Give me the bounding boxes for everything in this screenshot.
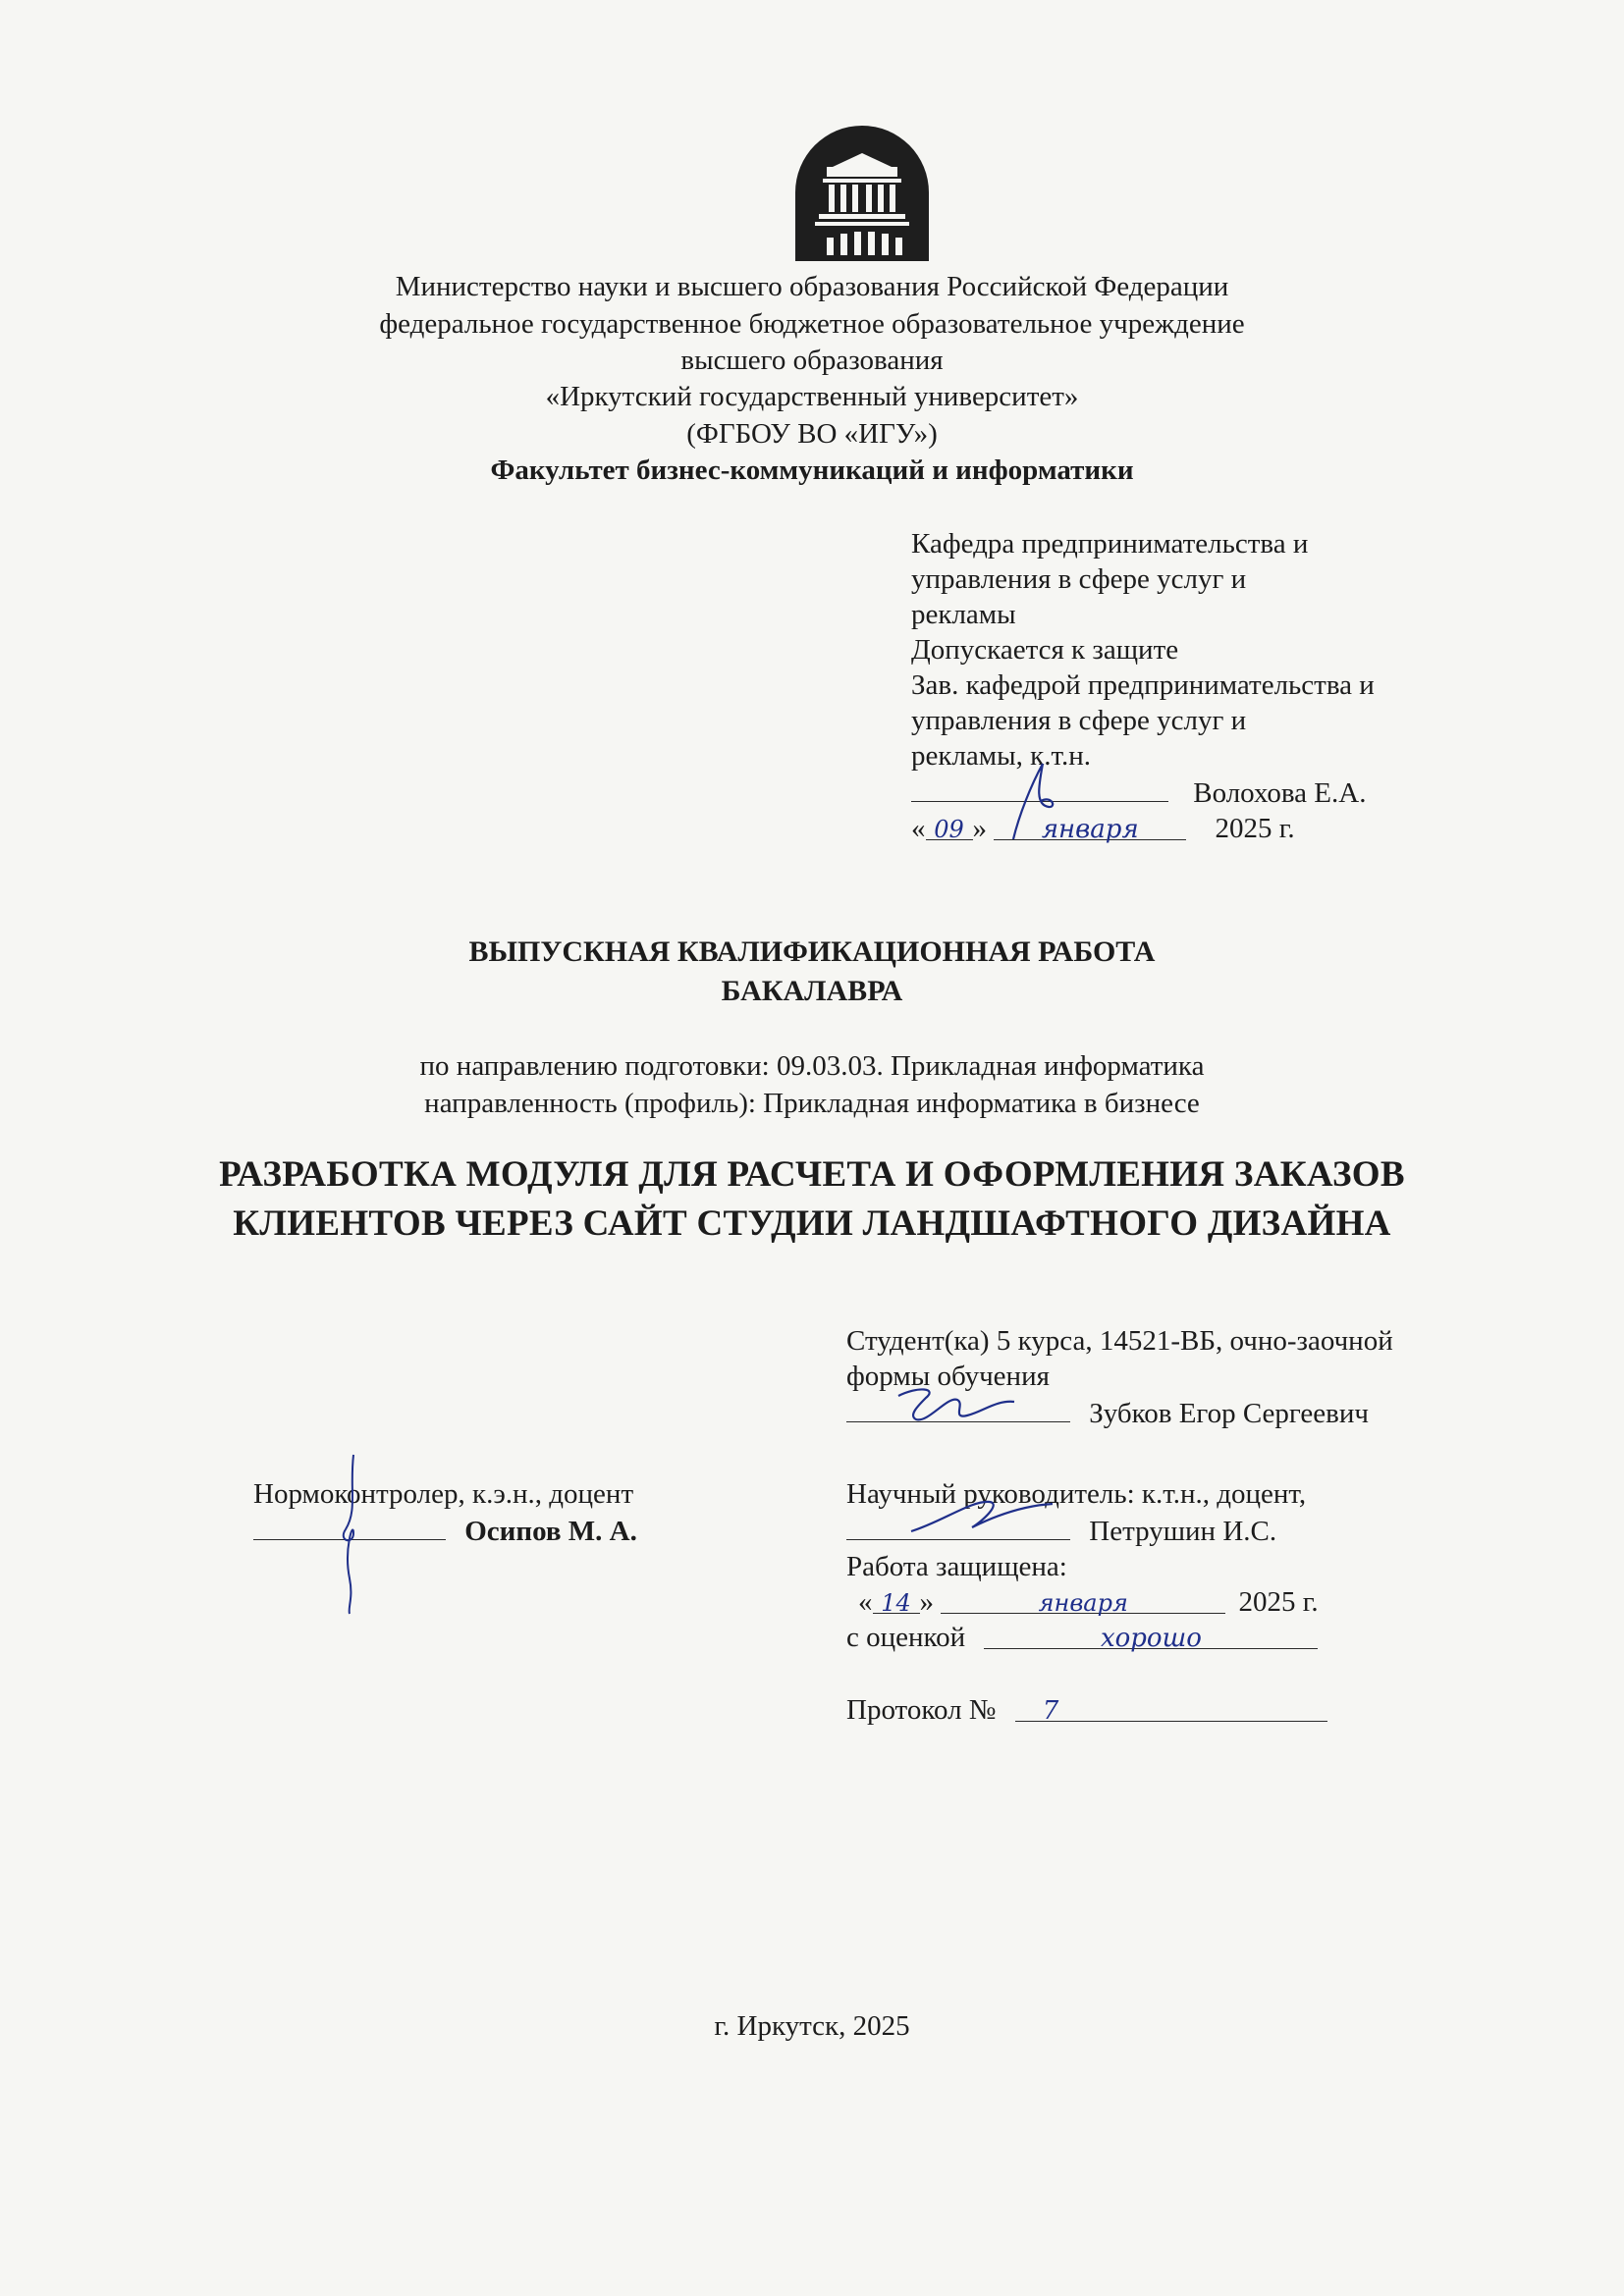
department-line: Кафедра предпринимательства и [911,528,1309,560]
date-close-quote: » [972,813,987,844]
institution-type-line: федеральное государственное бюджетное образовательное учреждение [379,308,1245,340]
date-open-quote: « [911,813,926,844]
head-signature-row [911,774,1375,811]
head-name: Волохова Е.А. [1193,777,1367,809]
normcontroller-block [253,1476,637,1549]
city-year: г. Иркутск, 2025 [714,2010,910,2042]
protocol-label: Протокол № [846,1694,997,1726]
faculty-line: Факультет бизнес-коммуникаций и информатики [490,454,1134,486]
work-type-line2: БАКАЛАВРА [721,975,903,1007]
defense-date-row [846,1584,1327,1620]
approval-day: 09 [926,812,973,840]
university-name-line: «Иркутский государственный университет» [545,381,1079,412]
department-line: управления в сфере услуг и [911,563,1247,595]
approval-year: 2025 г. [1215,813,1295,844]
grade-value: хорошо [984,1621,1318,1649]
education-level-line: высшего образования [680,345,944,376]
approval-month: января [994,812,1186,840]
defense-day: 14 [873,1585,920,1614]
grade-row [846,1620,1327,1655]
university-emblem-icon [791,124,933,261]
supervisor-label: Научный руководитель: к.т.н., доцент, [846,1478,1307,1510]
admitted-to-defense: Допускается к защите [911,634,1179,666]
head-of-department-line: рекламы, к.т.н. [911,740,1091,772]
profile-line: направленность (профиль): Прикладная информатика в бизнесе [424,1088,1200,1119]
protocol-row [846,1692,1327,1728]
normcontroller-signature-row [253,1512,637,1549]
student-name: Зубков Егор Сергеевич [1089,1398,1369,1429]
defense-label: Работа защищена: [846,1551,1067,1582]
thesis-title-line1: РАЗРАБОТКА МОДУЛЯ ДЛЯ РАСЧЕТА И ОФОРМЛЕНИЯ ЗАКАЗОВ [219,1154,1405,1195]
department-line: рекламы [911,599,1016,630]
supervisor-name: Петрушин И.С. [1089,1516,1277,1547]
protocol-value: 7 [1015,1693,1327,1722]
date-open-quote: « [858,1586,873,1618]
supervisor-signature-icon [903,1492,1060,1541]
thesis-title-line2: КЛИЕНТОВ ЧЕРЕЗ САЙТ СТУДИИ ЛАНДШАФТНОГО ДИЗАЙНА [233,1203,1391,1244]
university-abbr-line: (ФГБОУ ВО «ИГУ») [686,418,938,450]
student-line1: Студент(ка) 5 курса, 14521-ВБ, очно-заочной [846,1325,1393,1357]
student-signature-icon [889,1376,1026,1435]
student-line2: формы обучения [846,1361,1050,1392]
normcontroller-name: Осипов М. А. [464,1516,637,1547]
approval-date-row [911,811,1375,846]
normcontroller-signature-icon [324,1451,383,1618]
head-signature-icon [992,756,1070,844]
direction-line: по направлению подготовки: 09.03.03. Прикладная информатика [419,1050,1205,1082]
work-type-line1: ВЫПУСКНАЯ КВАЛИФИКАЦИОННАЯ РАБОТА [468,935,1156,968]
ministry-line: Министерство науки и высшего образования Российской Федерации [395,271,1229,302]
defense-month: января [941,1585,1225,1614]
grade-label: с оценкой [846,1622,966,1653]
normcontroller-label: Нормоконтролер, к.э.н., доцент [253,1478,634,1510]
head-of-department-line: управления в сфере услуг и [911,705,1247,736]
date-close-quote: » [919,1586,934,1618]
head-of-department-line: Зав. кафедрой предпринимательства и [911,669,1375,701]
defense-year: 2025 г. [1238,1586,1319,1618]
approval-block [911,526,1375,846]
